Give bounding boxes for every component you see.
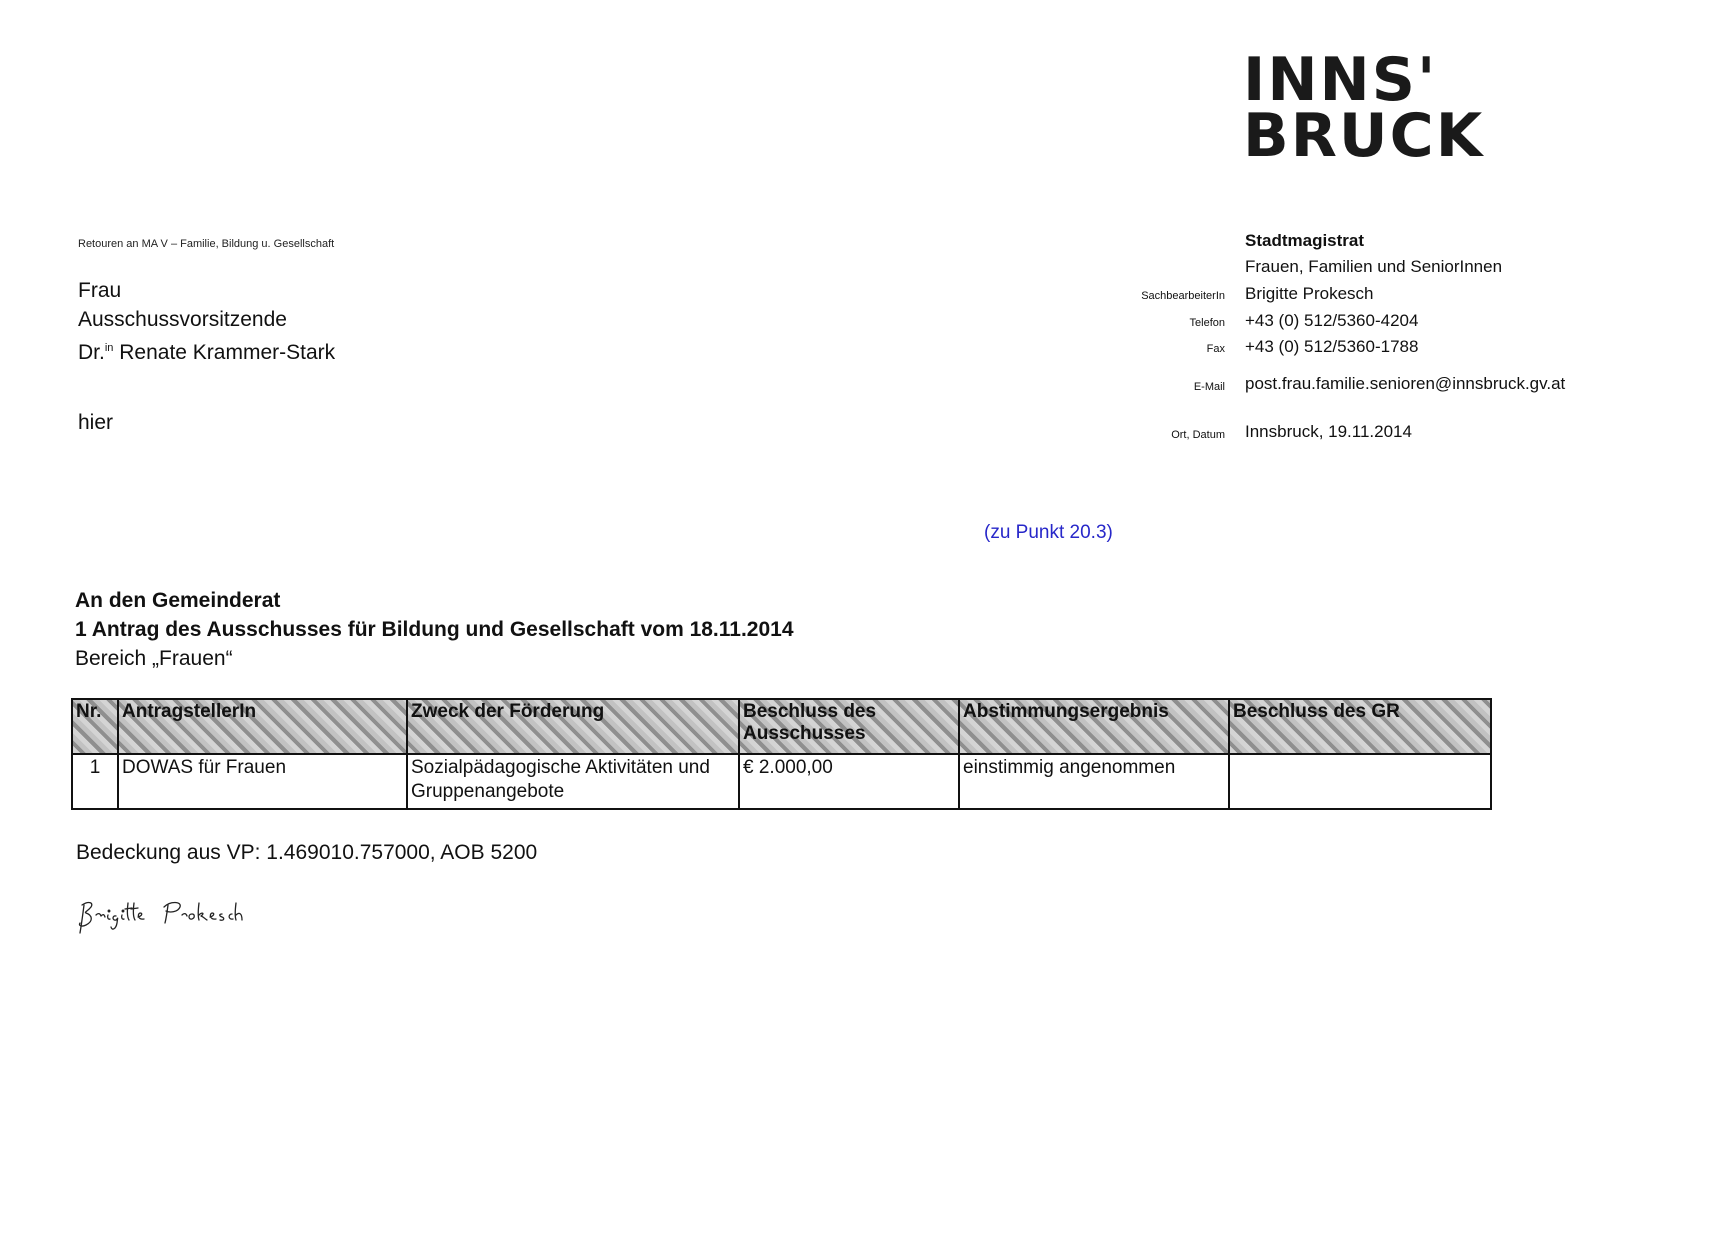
col-header-nr: Nr. — [72, 699, 118, 754]
email-address: post.frau.familie.senioren@innsbruck.gv.at — [1245, 374, 1566, 393]
col-header-vote-result: Abstimmungsergebnis — [959, 699, 1229, 754]
addressee-heading: An den Gemeinderat — [75, 589, 281, 612]
recipient-location: hier — [78, 411, 114, 434]
col-header-committee-decision: Beschluss des Ausschusses — [739, 699, 959, 754]
handwritten-signature — [74, 893, 274, 943]
innsbruck-logo — [1243, 45, 1485, 171]
col-header-purpose: Zweck der Förderung — [407, 699, 739, 754]
cell-amount: € 2.000,00 — [739, 754, 959, 809]
logo-line-1: INNS' — [1243, 45, 1438, 115]
place-date: Innsbruck, 19.11.2014 — [1245, 422, 1412, 441]
budget-coverage: Bedeckung aus VP: 1.469010.757000, AOB 5200 — [76, 841, 538, 864]
fax-number: +43 (0) 512/5360-1788 — [1245, 337, 1419, 356]
cell-applicant: DOWAS für Frauen — [118, 754, 407, 809]
recipient-block — [78, 276, 335, 367]
col-header-applicant: AntragstellerIn — [118, 699, 407, 754]
motion-area: Bereich „Frauen“ — [75, 647, 233, 670]
cell-vote-result: einstimmig angenommen — [959, 754, 1229, 809]
agenda-reference: (zu Punkt 20.3) — [984, 522, 1113, 543]
sender-department: Frauen, Familien und SeniorInnen — [1245, 257, 1503, 276]
motion-table — [71, 698, 1492, 810]
recipient-role: Ausschussvorsitzende — [78, 308, 287, 331]
email-label: E-Mail — [1193, 381, 1225, 393]
phone-label: Telefon — [1189, 317, 1225, 329]
clerk-name: Brigitte Prokesch — [1245, 284, 1374, 303]
recipient-name-line — [78, 334, 335, 367]
sender-org: Stadtmagistrat — [1245, 231, 1365, 250]
col-header-council-decision: Beschluss des GR — [1229, 699, 1491, 754]
table-row — [72, 754, 1491, 809]
recipient-salutation: Frau — [78, 279, 122, 302]
recipient-title: Dr. — [78, 341, 105, 364]
recipient-name: Renate Krammer-Stark — [119, 341, 336, 364]
cell-purpose: Sozialpädagogische Aktivitäten und Gruppenangebote — [407, 754, 739, 809]
clerk-label: SachbearbeiterIn — [1141, 290, 1225, 302]
logo-line-2: BRUCK — [1243, 101, 1485, 171]
cell-nr: 1 — [72, 754, 118, 809]
motion-title: 1 Antrag des Ausschusses für Bildung und Gesellschaft vom 18.11.2014 — [75, 618, 794, 641]
cell-council-decision — [1229, 754, 1491, 809]
motion-heading — [75, 586, 794, 673]
table-header-row — [72, 699, 1491, 754]
phone-number: +43 (0) 512/5360-4204 — [1245, 311, 1419, 330]
recipient-title-suffix: in — [104, 342, 114, 354]
date-label: Ort, Datum — [1171, 429, 1225, 441]
fax-label: Fax — [1206, 343, 1225, 355]
return-address: Retouren an MA V – Familie, Bildung u. Gesellschaft — [78, 238, 335, 250]
